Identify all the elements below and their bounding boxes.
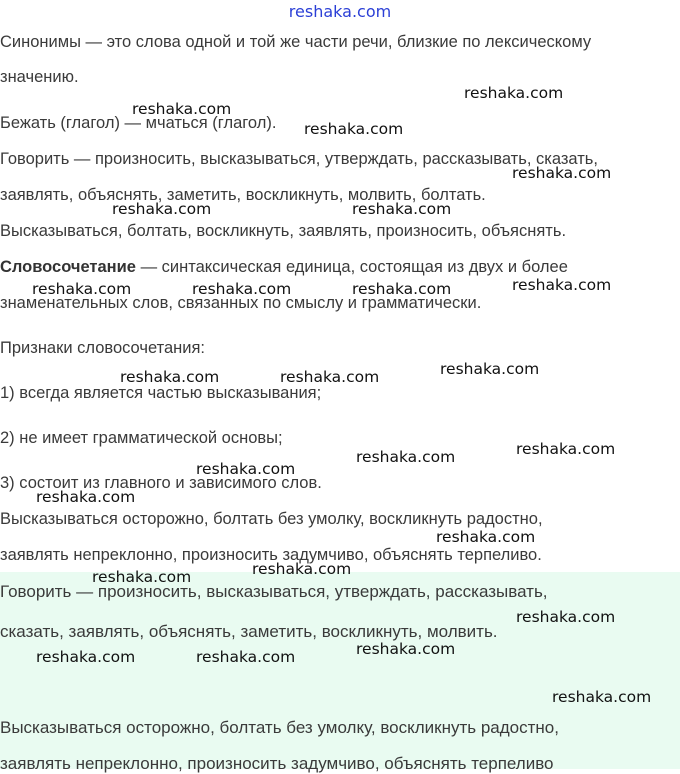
- watermark: reshaka.com: [120, 368, 220, 386]
- watermark: reshaka.com: [280, 368, 380, 386]
- govorit-line1: Говорить — произносить, высказываться, утверждать, рассказывать, сказать,: [0, 150, 598, 168]
- priznak-3: 3) состоит из главного и зависимого слов.: [0, 474, 322, 492]
- answer-line3: Высказываться осторожно, болтать без умолку, воскликнуть радостно,: [0, 718, 559, 737]
- definition-synonyms-line2: значению.: [0, 68, 79, 86]
- watermark: reshaka.com: [32, 280, 132, 298]
- watermark: reshaka.com: [252, 560, 352, 578]
- watermark: reshaka.com: [196, 460, 296, 478]
- watermark: reshaka.com: [132, 100, 232, 118]
- watermark: reshaka.com: [512, 164, 612, 182]
- answer-line1: Говорить — произносить, высказываться, утверждать, рассказывать,: [0, 582, 548, 601]
- watermark: reshaka.com: [92, 568, 192, 586]
- example-pair: Бежать (глагол) — мчаться (глагол).: [0, 114, 277, 132]
- watermark: reshaka.com: [352, 200, 452, 218]
- watermark: reshaka.com: [464, 84, 564, 102]
- site-link[interactable]: reshaka.com: [288, 2, 392, 21]
- watermark: reshaka.com: [436, 528, 536, 546]
- watermark: reshaka.com: [36, 488, 136, 506]
- watermark: reshaka.com: [36, 648, 136, 666]
- watermark: reshaka.com: [112, 200, 212, 218]
- watermark: reshaka.com: [552, 688, 652, 706]
- watermark: reshaka.com: [440, 360, 540, 378]
- definition-synonyms-line1: Синонимы — это слова одной и той же части речи, близкие по лексическому: [0, 33, 592, 51]
- watermark: reshaka.com: [516, 440, 616, 458]
- answer-line4: заявлять непреклонно, произносить задумчиво, объяснять терпеливо: [0, 754, 554, 773]
- slovosochetanie-term: Словосочетание: [0, 258, 136, 276]
- slovosochetanie-line2: знаменательных слов, связанных по смыслу и грамматически.: [0, 294, 482, 312]
- priznak-2: 2) не имеет грамматической основы;: [0, 429, 283, 447]
- watermark: reshaka.com: [192, 280, 292, 298]
- watermark: reshaka.com: [304, 120, 404, 138]
- watermark: reshaka.com: [196, 648, 296, 666]
- priznaki-title: Признаки словосочетания:: [0, 339, 205, 357]
- watermark: reshaka.com: [512, 276, 612, 294]
- watermark: reshaka.com: [356, 640, 456, 658]
- slovosochetanie-line1: [0, 257, 568, 277]
- answer-box: [0, 572, 680, 773]
- watermark: reshaka.com: [356, 448, 456, 466]
- answer-line2: сказать, заявлять, объяснять, заметить, воскликнуть, молвить.: [0, 622, 498, 641]
- phrases-line1: Высказываться осторожно, болтать без умолку, воскликнуть радостно,: [0, 510, 543, 528]
- watermark: reshaka.com: [352, 280, 452, 298]
- watermark: reshaka.com: [516, 608, 616, 626]
- phrases-line2: заявлять непреклонно, произносить задумчиво, объяснять терпеливо.: [0, 546, 542, 564]
- vyskazyvatsya-line: Высказываться, болтать, воскликнуть, заявлять, произносить, объяснять.: [0, 222, 567, 240]
- priznak-1: 1) всегда является частью высказывания;: [0, 384, 322, 402]
- slovosochetanie-definition: — синтаксическая единица, состоящая из двух и более: [135, 258, 568, 276]
- govorit-line2: заявлять, объяснять, заметить, воскликнуть, молвить, болтать.: [0, 186, 486, 204]
